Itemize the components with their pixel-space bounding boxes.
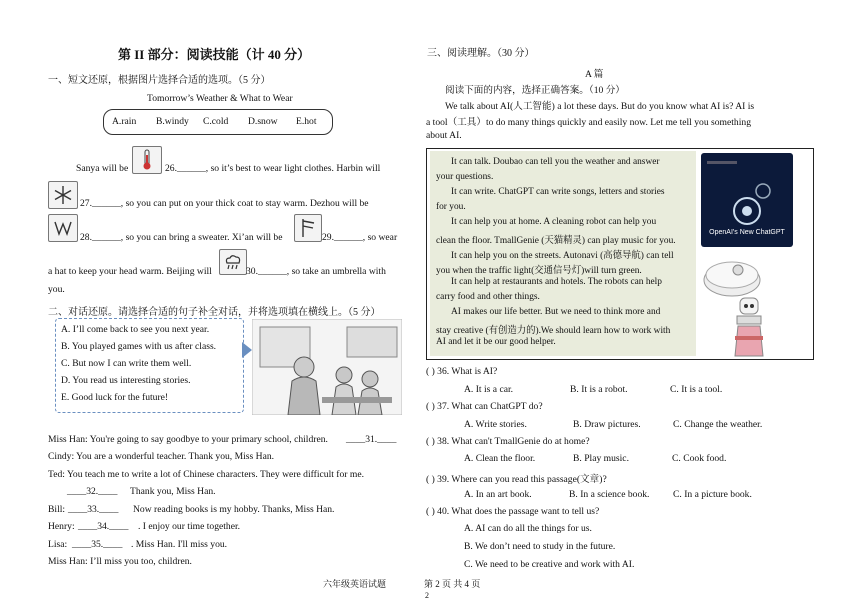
answer-option: C. Change the weather. bbox=[673, 419, 763, 430]
windy-flag-icon bbox=[294, 214, 322, 242]
dialogue-line: Miss Han: I’ll miss you too, children. bbox=[48, 556, 192, 567]
dialogue-line: Thank you, Miss Han. bbox=[130, 486, 216, 497]
answer-option: C. Cook food. bbox=[672, 453, 727, 464]
option: A.rain bbox=[112, 116, 137, 127]
dialogue-line: Cindy: You are a wonderful teacher. Thank you, Miss Han. bbox=[48, 451, 275, 462]
answer-option: B. Play music. bbox=[573, 453, 629, 464]
dialogue-speaker: Bill: bbox=[48, 504, 66, 515]
dialogue-speaker: Lisa: bbox=[48, 539, 68, 550]
text-line: Sanya will be bbox=[76, 163, 129, 174]
answer-option: A. Clean the floor. bbox=[464, 453, 536, 464]
footer-title: 六年级英语试题 bbox=[323, 579, 387, 589]
question-40: ( ) 40. What does the passage want to tell us? bbox=[426, 506, 600, 517]
dialog-option: A. I’ll come back to see you next year. bbox=[61, 324, 210, 335]
passage-line: carry food and other things. bbox=[436, 292, 540, 302]
answer-option: A. In an art book. bbox=[464, 489, 532, 500]
dialogue-line: . I enjoy our time together. bbox=[138, 521, 241, 532]
section-3-heading: 三、阅读理解。（30 分） bbox=[427, 48, 535, 59]
answer-option: B. In a science book. bbox=[569, 489, 650, 500]
text-line: 28.______, so you can bring a sweater. Xi’an will be bbox=[80, 232, 283, 243]
answer-option: C. It is a tool. bbox=[670, 384, 723, 395]
passage-line: for you. bbox=[436, 202, 466, 212]
dialog-option: C. But now I can write them well. bbox=[61, 358, 192, 369]
blank-31: ____31.____ bbox=[346, 434, 397, 445]
text-line: 27.______, so you can put on your thick coat to stay warm. Dezhou will be bbox=[80, 198, 369, 209]
answer-option: C. In a picture book. bbox=[673, 489, 752, 500]
weather-subtitle: Tomorrow’s Weather & What to Wear bbox=[147, 93, 293, 104]
text-line: you. bbox=[48, 284, 65, 295]
service-robot-image bbox=[730, 296, 768, 358]
option: C.cold bbox=[203, 116, 229, 127]
classroom-illustration bbox=[252, 319, 402, 415]
intro-line: 阅读下面的内容，选择正确答案。（10 分） bbox=[445, 85, 625, 96]
blank-34: ____34.____ bbox=[78, 521, 129, 532]
intro-line: about AI. bbox=[426, 130, 462, 141]
cleaning-robot-image bbox=[700, 254, 764, 300]
speech-bubble-tail bbox=[242, 342, 252, 358]
text-line: 26.______, so it’s best to wear light clothes. Harbin will bbox=[165, 163, 381, 174]
dialogue-line: Ted: You teach me to write a lot of Chinese characters. They were difficult for me. bbox=[48, 469, 364, 480]
dialog-option: B. You played games with us after class. bbox=[61, 341, 217, 352]
passage-line: AI and let it be our good helper. bbox=[436, 337, 556, 347]
passage-line: It can help at restaurants and hotels. The robots can help bbox=[451, 277, 662, 287]
answer-option: A. AI can do all the things for us. bbox=[464, 523, 592, 534]
answer-option: B. We don’t need to study in the future. bbox=[464, 541, 616, 552]
snowflake-icon bbox=[48, 181, 78, 209]
answer-option: B. Draw pictures. bbox=[573, 419, 641, 430]
text-line: a hat to keep your head warm. Beijing will bbox=[48, 266, 212, 277]
blank-35: ____35.____ bbox=[72, 539, 123, 550]
part-a-label: A 篇 bbox=[585, 69, 604, 80]
dialogue-line: Miss Han: You're going to say goodbye to your primary school, children. bbox=[48, 434, 328, 445]
text-line: 29.______, so wear bbox=[322, 232, 398, 243]
option: E.hot bbox=[296, 116, 317, 127]
passage-line: you when the traffic light(交通信号灯)will turn green. bbox=[436, 266, 642, 276]
passage-line: clean the floor. TmallGenie (天猫精灵) can play music for you. bbox=[436, 236, 676, 246]
passage-line: AI makes our life better. But we need to think more and bbox=[451, 307, 661, 317]
footer-page-info: 第 2 页 共 4 页 bbox=[424, 579, 481, 589]
blank-33: ____33.____ bbox=[68, 504, 119, 515]
passage-line: your questions. bbox=[436, 172, 494, 182]
question-37: ( ) 37. What can ChatGPT do? bbox=[426, 401, 543, 412]
dialog-option: E. Good luck for the future! bbox=[61, 392, 169, 403]
option: B.windy bbox=[156, 116, 189, 127]
dialogue-line: . Miss Han. I'll miss you. bbox=[131, 539, 228, 550]
blank-32: ____32.____ bbox=[67, 486, 118, 497]
cold-wind-icon bbox=[48, 214, 78, 242]
dialog-option: D. You read us interesting stories. bbox=[61, 375, 191, 386]
chatgpt-phone-image bbox=[701, 153, 793, 247]
thermometer-hot-icon bbox=[132, 146, 162, 174]
page-number: 2 bbox=[425, 591, 429, 600]
passage-line: It can write. ChatGPT can write songs, letters and stories bbox=[451, 187, 665, 197]
section-2-heading: 二、对话还原。请选择合适的句子补全对话，并将选项填在横线上。（5 分） bbox=[48, 307, 381, 318]
rain-cloud-icon bbox=[219, 249, 247, 275]
text-line: 30.______, so take an umbrella with bbox=[246, 266, 386, 277]
part-title: 第 II 部分：阅读技能（计 40 分） bbox=[118, 47, 311, 62]
answer-option: A. Write stories. bbox=[464, 419, 527, 430]
dialogue-line: Now reading books is my hobby. Thanks, Miss Han. bbox=[133, 504, 335, 515]
passage-line: It can talk. Doubao can tell you the weather and answer bbox=[451, 157, 660, 167]
answer-option: B. It is a robot. bbox=[570, 384, 628, 395]
dialogue-speaker: Henry: bbox=[48, 521, 75, 532]
question-39: ( ) 39. Where can you read this passage(文章)? bbox=[426, 474, 607, 485]
intro-line: a tool（工具）to do many things quickly and easily now. Let me tell you something bbox=[426, 117, 751, 128]
answer-option: A. It is a car. bbox=[464, 384, 514, 395]
answer-option: C. We need to be creative and work with AI. bbox=[464, 559, 635, 570]
passage-line: stay creative (有创造力的).We should learn how to work with bbox=[436, 326, 671, 336]
intro-line: We talk about AI(人工智能) a lot these days. But do you know what AI is? AI is bbox=[445, 101, 755, 112]
option: D.snow bbox=[248, 116, 278, 127]
question-38: ( ) 38. What can't TmallGenie do at home? bbox=[426, 436, 590, 447]
phone-caption: OpenAI's New ChatGPT bbox=[709, 229, 785, 236]
section-1-heading: 一、短文还原，根据图片选择合适的选项。（5 分） bbox=[48, 75, 271, 86]
passage-line: It can help you at home. A cleaning robot can help you bbox=[451, 217, 657, 227]
question-36: ( ) 36. What is AI? bbox=[426, 366, 498, 377]
passage-line: It can help you on the streets. Autonavi (高德导航) can tell bbox=[451, 251, 674, 261]
